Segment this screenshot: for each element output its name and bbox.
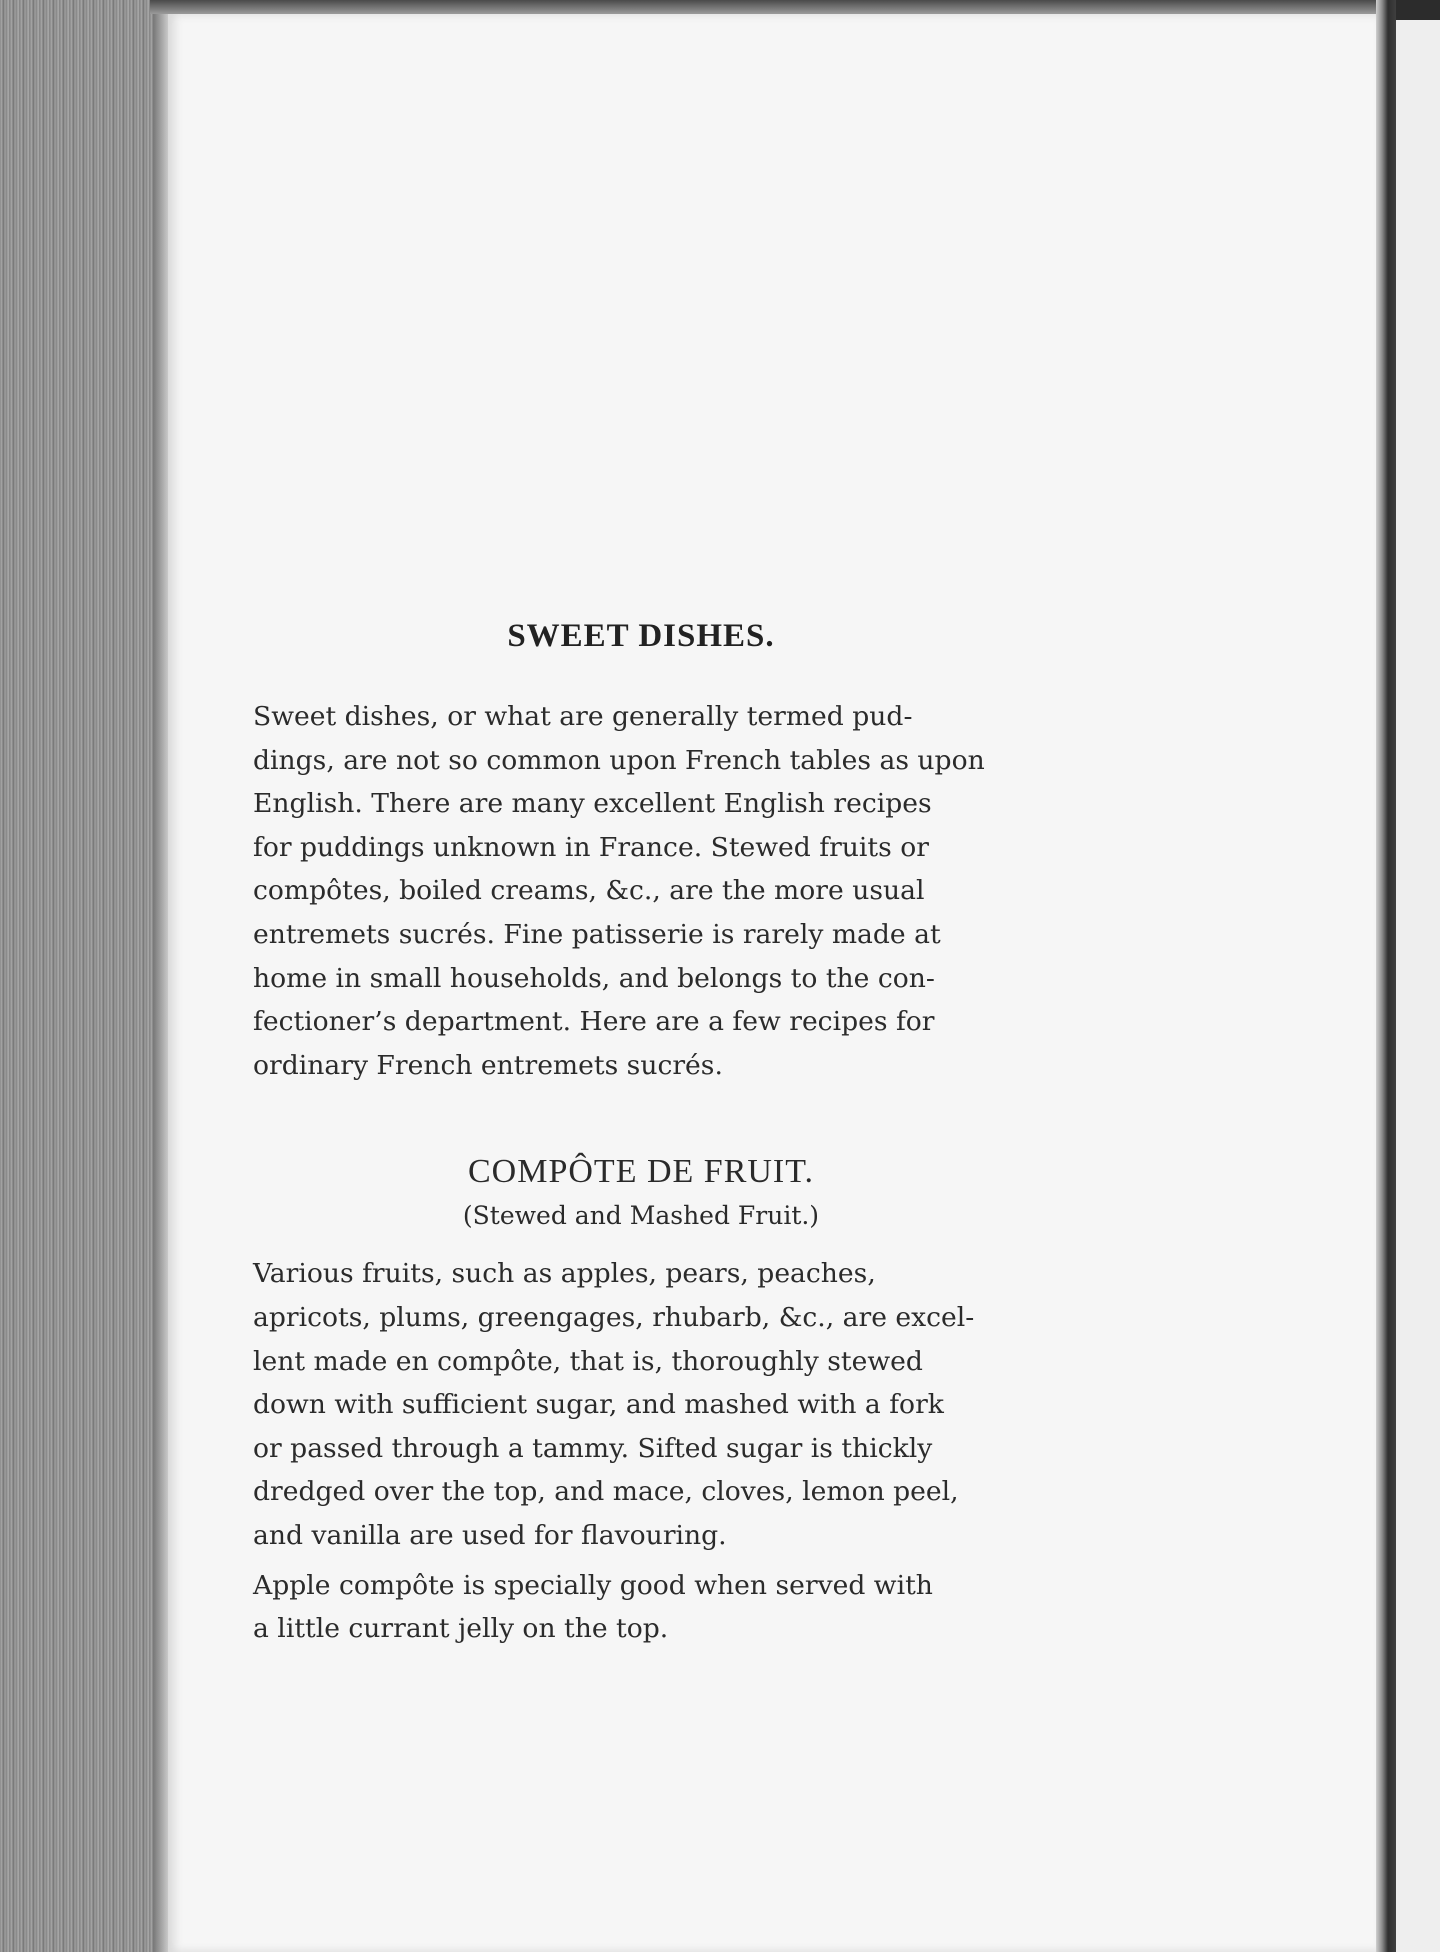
text-line: Various fruits, such as apples, pears, peaches, [253, 1258, 876, 1290]
text-line: a little currant jelly on the top. [253, 1613, 669, 1645]
text-line: fectioner’s department. Here are a few recipes for [253, 1006, 935, 1038]
text-line: or passed through a tammy. Sifted sugar is thickly [253, 1432, 933, 1464]
text-line: for puddings unknown in France. Stewed fruits or [253, 831, 929, 863]
section-title: COMPÔTE DE FRUIT. [468, 1153, 814, 1191]
text-line: entremets sucrés. Fine patisserie is rarely made at [253, 918, 941, 950]
page-text [213, 596, 1069, 1651]
intro-paragraph [213, 695, 1069, 1087]
text-line: down with sufficient sugar, and mashed with a fork [253, 1389, 944, 1421]
section-paragraph-2 [213, 1564, 1069, 1651]
text-line: ordinary French entremets sucrés. [253, 1049, 723, 1081]
section-subtitle: (Stewed and Mashed Fruit.) [462, 1201, 820, 1231]
chapter-heading: SWEET DISHES. [507, 618, 775, 654]
book-top-edge [150, 0, 1380, 14]
text-line: lent made en compôte, that is, thoroughly stewed [253, 1345, 923, 1377]
text-line: compôtes, boiled creams, &c., are the more usual [253, 875, 925, 907]
text-line: and vanilla are used for flavouring. [253, 1519, 727, 1551]
text-line: apricots, plums, greengages, rhubarb, &c., are excel- [253, 1301, 975, 1333]
text-line: dings, are not so common upon French tables as upon [253, 744, 985, 776]
text-line: English. There are many excellent English recipes [253, 788, 932, 820]
book-page-edges [0, 0, 168, 1952]
text-line: dredged over the top, and mace, cloves, lemon peel, [253, 1476, 959, 1508]
text-line: Sweet dishes, or what are generally termed pud- [253, 701, 913, 732]
text-line: Apple compôte is specially good when served with [253, 1569, 933, 1601]
section-paragraph-1 [213, 1252, 1069, 1557]
facing-page-sliver [1396, 20, 1440, 1952]
book-gutter [1376, 0, 1396, 1952]
text-line: home in small households, and belongs to the con- [253, 962, 935, 994]
